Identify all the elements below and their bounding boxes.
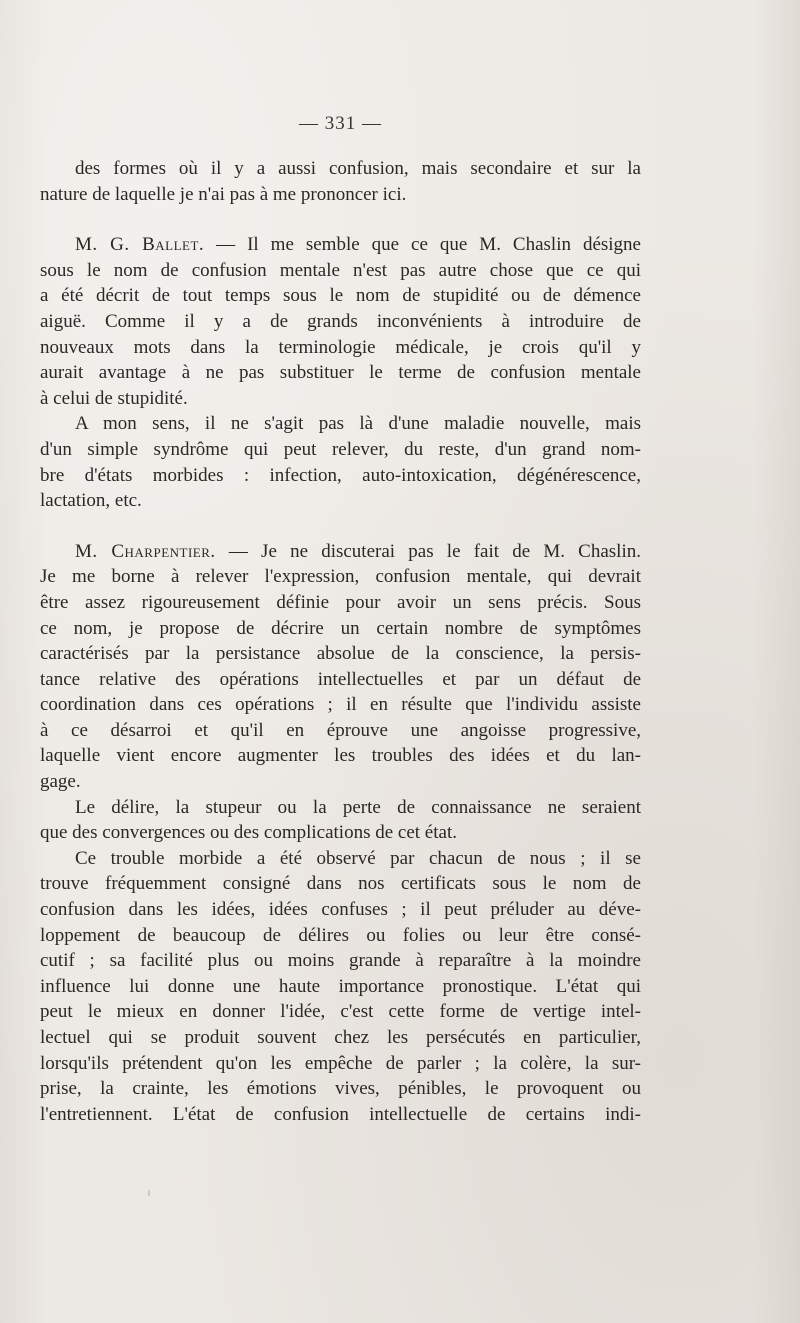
line-text: Ce trouble morbide a été observé par chacun de nous ; il se: [75, 847, 641, 869]
paragraph-p3: [40, 411, 641, 513]
text-line: [40, 1102, 641, 1128]
speaker-name: M. Charpentier.: [75, 540, 216, 562]
line-text: lorsqu'ils prétendent qu'on les empêche de parler ; la colère, la sur-: [40, 1052, 641, 1074]
text-line: [40, 1025, 641, 1051]
line-text: nouveaux mots dans la terminologie médicale, je crois qu'il y: [40, 336, 641, 358]
text-line: [40, 258, 641, 284]
line-text: ce nom, je propose de décrire un certain nombre de symptômes: [40, 617, 641, 639]
text-line: [40, 871, 641, 897]
line-text: lectuel qui se produit souvent chez les persécutés en particulier,: [40, 1027, 641, 1048]
book-page: [40, 112, 641, 1127]
text-line: [40, 182, 641, 208]
text-line: [40, 386, 641, 412]
text-line: [40, 974, 641, 1000]
text-line: [40, 897, 641, 923]
paragraph-p1: [40, 156, 641, 207]
line-text: des formes où il y a aussi confusion, mais secondaire et sur la: [75, 158, 641, 179]
text-line: [40, 590, 641, 616]
line-text: que des convergences ou des complications de cet état.: [40, 822, 457, 844]
line-text: lactation, etc.: [40, 490, 142, 512]
line-text: aurait avantage à ne pas substituer le terme de confusion mentale: [40, 362, 641, 384]
line-text: d'un simple syndrôme qui peut relever, du reste, d'un grand nom-: [40, 438, 641, 460]
text-line: [40, 923, 641, 949]
speaker-name: M. G. Ballet.: [75, 234, 205, 256]
line-text: être assez rigoureusement définie pour avoir un sens précis. Sous: [40, 591, 641, 613]
line-text: tance relative des opérations intellectuelles et par un défaut de: [40, 668, 641, 690]
line-text: bre d'états morbides : infection, auto-intoxication, dégénérescence,: [40, 464, 641, 486]
text-line: [40, 948, 641, 974]
paragraph-p2: [40, 232, 641, 411]
text-line: [40, 641, 641, 667]
text-line: [40, 411, 641, 437]
text-line: [40, 283, 641, 309]
line-text: nature de laquelle je n'ai pas à me prononcer ici.: [40, 183, 407, 205]
text-line: [40, 769, 641, 795]
line-text: aiguë. Comme il y a de grands inconvénients à introduire de: [40, 310, 641, 332]
text-line: [40, 463, 641, 489]
line-text: prise, la crainte, les émotions vives, pénibles, le provoquent ou: [40, 1078, 641, 1100]
text-line: [40, 667, 641, 693]
text-line: [40, 1051, 641, 1077]
text-line: [40, 743, 641, 769]
page-number: — 331 —: [299, 113, 382, 134]
page-body: [40, 156, 641, 1127]
line-text: trouve fréquemment consigné dans nos certificats sous le nom de: [40, 873, 641, 895]
paper-speck: [148, 1190, 150, 1196]
text-line: [40, 232, 641, 258]
text-line: [40, 999, 641, 1025]
line-text: confusion dans les idées, idées confuses ; il peut préluder au déve-: [40, 899, 641, 921]
text-line: [40, 156, 641, 182]
line-text: loppement de beaucoup de délires ou folies ou leur être consé-: [40, 924, 641, 946]
line-text: sous le nom de confusion mentale n'est pas autre chose que ce qui: [40, 259, 641, 281]
text-line: [40, 437, 641, 463]
text-line: [40, 564, 641, 590]
line-text: Je me borne à relever l'expression, confusion mentale, qui devrait: [40, 566, 641, 588]
text-line: [40, 846, 641, 872]
line-text: Le délire, la stupeur ou la perte de connaissance ne seraient: [75, 796, 641, 818]
text-line: [40, 820, 641, 846]
paragraph-p5: [40, 795, 641, 846]
text-line: [40, 539, 641, 565]
line-text: à celui de stupidité.: [40, 387, 188, 409]
line-text: — Je ne discuterai pas le fait de M. Chaslin.: [215, 540, 641, 562]
line-text: A mon sens, il ne s'agit pas là d'une maladie nouvelle, mais: [75, 413, 641, 435]
text-line: [40, 488, 641, 514]
text-line: [40, 692, 641, 718]
line-text: coordination dans ces opérations ; il en résulte que l'individu assiste: [40, 694, 641, 716]
line-text: cutif ; sa facilité plus ou moins grande à reparaître à la moindre: [40, 950, 641, 972]
text-line: [40, 309, 641, 335]
line-text: gage.: [40, 771, 81, 793]
line-text: à ce désarroi et qu'il en éprouve une angoisse progressive,: [40, 719, 641, 741]
line-text: l'entretiennent. L'état de confusion intellectuelle de certains indi-: [40, 1103, 641, 1125]
paragraph-p4: [40, 539, 641, 795]
text-line: [40, 795, 641, 821]
line-text: — Il me semble que ce que M. Chaslin désigne: [204, 234, 641, 256]
paragraph-p6: [40, 846, 641, 1128]
line-text: influence lui donne une haute importance pronostique. L'état qui: [40, 975, 641, 997]
line-text: laquelle vient encore augmenter les troubles des idées et du lan-: [40, 745, 641, 767]
text-line: [40, 718, 641, 744]
text-line: [40, 360, 641, 386]
text-line: [40, 616, 641, 642]
text-line: [40, 335, 641, 361]
line-text: a été décrit de tout temps sous le nom de stupidité ou de démence: [40, 285, 641, 307]
line-text: caractérisés par la persistance absolue de la conscience, la persis-: [40, 643, 641, 665]
text-line: [40, 1076, 641, 1102]
line-text: peut le mieux en donner l'idée, c'est cette forme de vertige intel-: [40, 1001, 641, 1023]
